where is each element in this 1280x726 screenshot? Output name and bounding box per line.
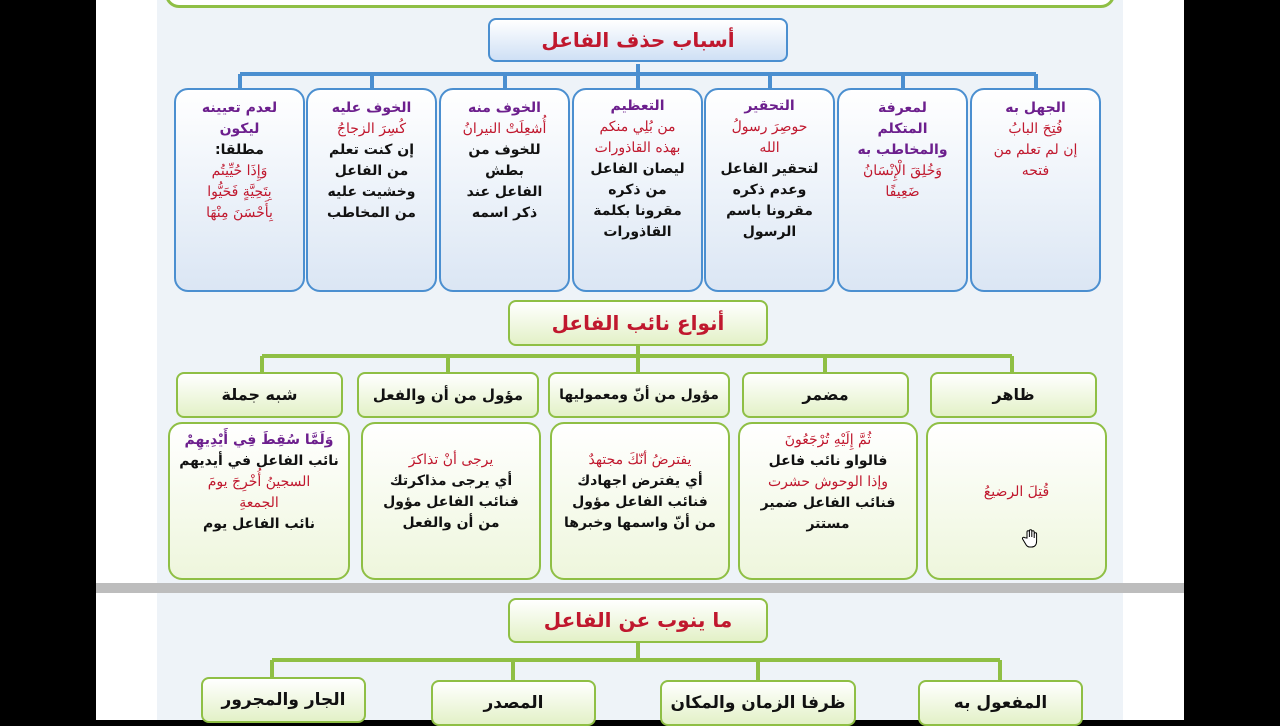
box-line: فنائب الفاعل مؤول bbox=[572, 494, 708, 510]
box-line: قُتِلَ الرضيعُ bbox=[983, 484, 1050, 500]
type-box-an-verb bbox=[361, 422, 541, 580]
reason-box-known bbox=[837, 88, 968, 292]
box-line: والمخاطب به bbox=[857, 142, 948, 158]
box-line: لعدم تعيينه bbox=[201, 100, 278, 116]
reason-box-fear-of bbox=[439, 88, 570, 292]
box-line: وَلَمَّا سُقِطَ فِي أَيْدِيهِمْ bbox=[184, 432, 334, 448]
box-line: وَإِذَا حُيِّيتُم bbox=[211, 163, 268, 179]
type-box-semi-sentence bbox=[168, 422, 350, 580]
box-line: التحقير bbox=[744, 98, 795, 114]
box-line: أُشعِلَتْ النيرانُ bbox=[462, 121, 547, 137]
substitute-prep-phrase: الجار والمجرور bbox=[201, 677, 366, 723]
box-line: الله bbox=[759, 140, 780, 156]
type-box-anna bbox=[550, 422, 730, 580]
box-line: فتحه bbox=[1021, 163, 1050, 179]
box-line: مستتر bbox=[806, 516, 850, 532]
box-line: الفاعل عند bbox=[466, 184, 543, 200]
substitute-time-place: ظرفا الزمان والمكان bbox=[660, 680, 856, 726]
box-line: مقرونا باسم bbox=[726, 203, 813, 219]
box-line: مقرونا بكلمة bbox=[593, 203, 682, 219]
type-heading-semi-sentence: شبه جملة bbox=[176, 372, 343, 418]
type-heading-anna: مؤول من أنّ ومعموليها bbox=[548, 372, 730, 418]
box-line: ثُمَّ إِلَيْهِ تُرْجَعُونَ bbox=[784, 432, 872, 448]
deletion-reasons-title: أسباب حذف الفاعل bbox=[488, 18, 788, 62]
box-line: الجمعةِ bbox=[239, 495, 279, 511]
box-line: مطلقا: bbox=[215, 142, 264, 158]
substitute-object: المفعول به bbox=[918, 680, 1083, 726]
box-line: السجينُ أُخْرِجَ يومَ bbox=[207, 474, 311, 490]
box-line: من ذكره bbox=[608, 182, 667, 198]
box-line: نائب الفاعل يوم bbox=[202, 516, 316, 532]
box-line: الجهل به bbox=[1005, 100, 1066, 116]
box-line: من الفاعل bbox=[334, 163, 409, 179]
box-line: إن كنت تعلم bbox=[328, 142, 415, 158]
reason-box-ignorance bbox=[970, 88, 1101, 292]
box-line: فنائب الفاعل ضمير bbox=[760, 495, 896, 511]
box-line: فالواو نائب فاعل bbox=[768, 453, 888, 469]
box-line: لتحقير الفاعل bbox=[720, 161, 819, 177]
box-line: وَخُلِقَ الْإِنْسَانُ bbox=[863, 163, 942, 179]
box-line: فنائب الفاعل مؤول bbox=[383, 494, 519, 510]
box-line: وعدم ذكره bbox=[732, 182, 807, 198]
hand-cursor-icon bbox=[1021, 529, 1039, 549]
box-line: الرسول bbox=[742, 224, 797, 240]
type-heading-pronoun: مضمر bbox=[742, 372, 909, 418]
reason-box-unspecified bbox=[174, 88, 305, 292]
box-line: يرجى أنْ تذاكرَ bbox=[408, 452, 494, 468]
deputy-types-title: أنواع نائب الفاعل bbox=[508, 300, 768, 346]
box-line: من أن والفعل bbox=[402, 515, 500, 531]
box-line: كُسِرَ الزجاجُ bbox=[336, 121, 407, 137]
type-box-explicit bbox=[926, 422, 1107, 580]
substitute-masdar: المصدر bbox=[431, 680, 596, 726]
box-line: للخوف من بطش bbox=[468, 142, 541, 179]
box-line: ذكر اسمه bbox=[471, 205, 538, 221]
box-line: من المخاطب bbox=[327, 205, 416, 221]
box-line: وإذا الوحوش حشرت bbox=[767, 474, 889, 490]
box-line: بِأَحْسَنَ مِنْهَا bbox=[206, 205, 273, 221]
box-line: القاذورات bbox=[603, 224, 672, 240]
box-line: الخوف منه bbox=[468, 100, 541, 116]
box-line: لمعرفة bbox=[878, 100, 927, 116]
box-line: بهذه القاذورات bbox=[594, 140, 681, 156]
type-box-pronoun bbox=[738, 422, 918, 580]
box-line: أي يفترض اجهادك bbox=[577, 473, 703, 489]
reason-box-fear-for bbox=[306, 88, 437, 292]
box-line: فُتِحَ البابُ bbox=[1008, 121, 1063, 137]
box-line: نائب الفاعل في أيديهم bbox=[179, 453, 339, 469]
box-line: ليكون bbox=[219, 121, 260, 137]
reason-box-contempt bbox=[704, 88, 835, 292]
box-line: وخشيت عليه bbox=[327, 184, 416, 200]
type-heading-an-verb: مؤول من أن والفعل bbox=[357, 372, 539, 418]
box-line: أي يرجى مذاكرتك bbox=[389, 473, 513, 489]
box-line: التعظيم bbox=[610, 98, 665, 114]
box-line: بِتَحِيَّةٍ فَحَيُّوا bbox=[207, 184, 272, 200]
box-line: من بُلِي منكم bbox=[599, 119, 676, 135]
box-line: ضَعِيفًا bbox=[885, 184, 920, 200]
box-line: يفترضُ أنّكَ مجتهدٌ bbox=[588, 452, 692, 468]
box-line: المتكلم bbox=[877, 121, 928, 137]
box-line: الخوف عليه bbox=[331, 100, 412, 116]
reason-box-glorification bbox=[572, 88, 703, 292]
type-heading-explicit: ظاهر bbox=[930, 372, 1097, 418]
box-line: من أنّ واسمها وخبرها bbox=[564, 515, 716, 531]
box-line: ليصان الفاعل bbox=[590, 161, 685, 177]
substitutes-title: ما ينوب عن الفاعل bbox=[508, 598, 768, 643]
box-line: حوصِرَ رسولُ bbox=[731, 119, 808, 135]
box-line: إن لم تعلم من bbox=[993, 142, 1078, 158]
